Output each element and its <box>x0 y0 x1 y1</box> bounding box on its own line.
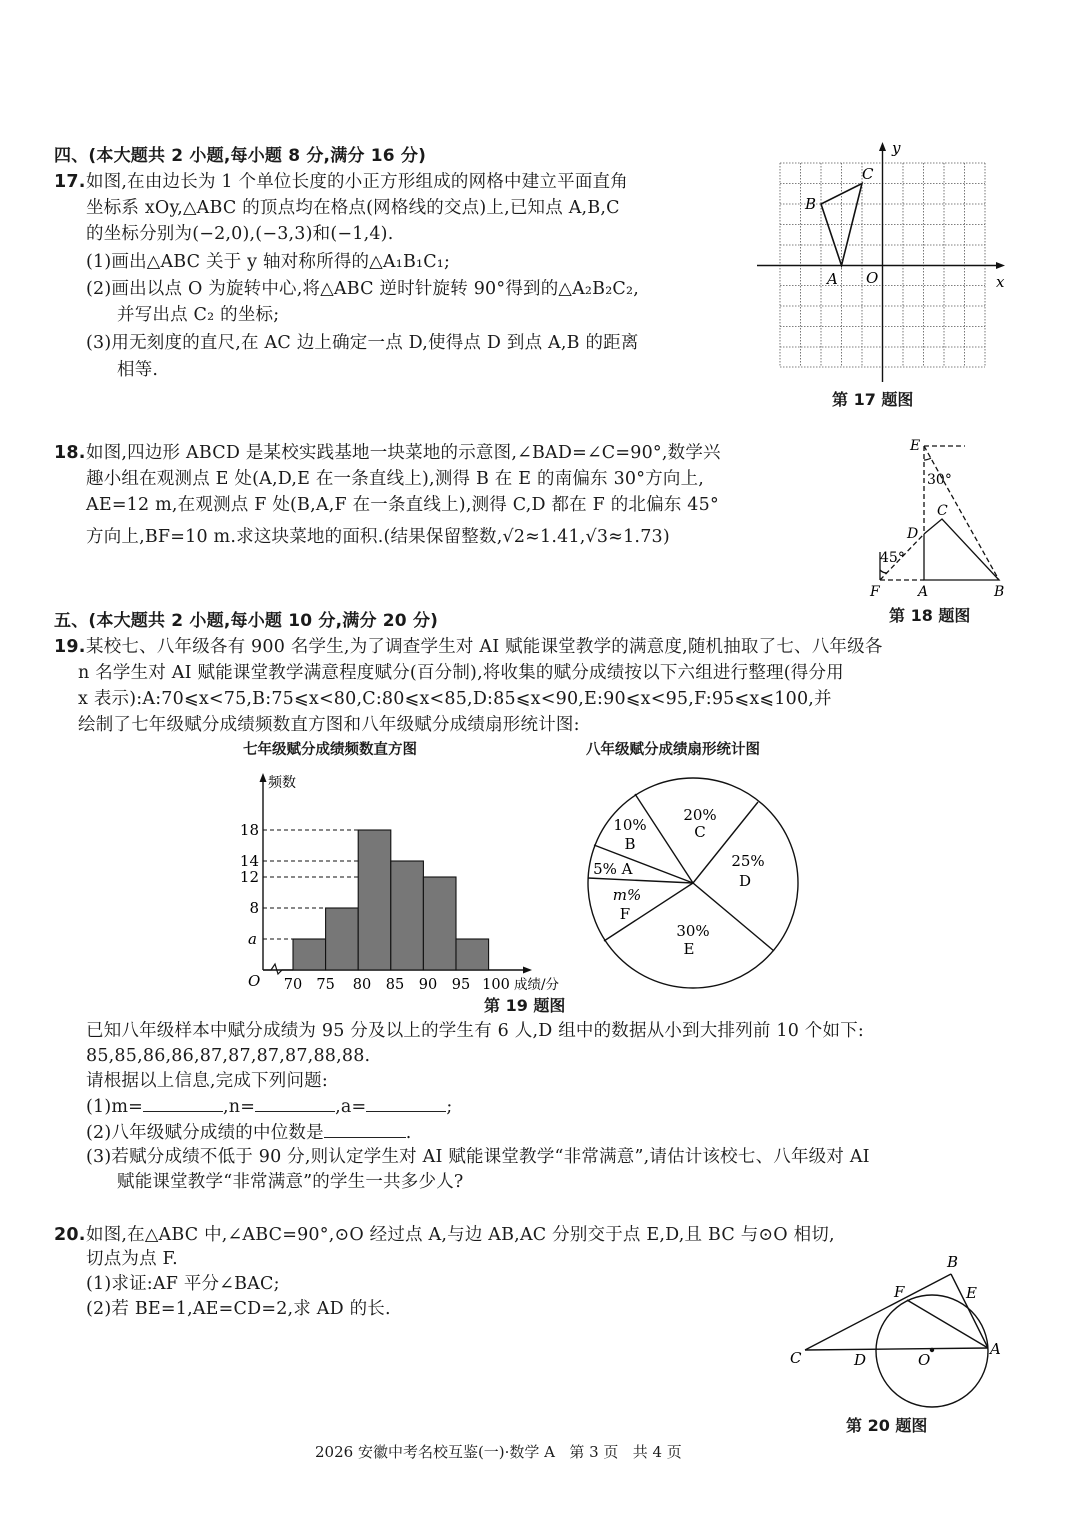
question-text-line: 坐标系 xOy,△ABC 的顶点均在格点(网格线的交点)上,已知点 A,B,C <box>86 198 620 218</box>
question-number: 19. <box>54 637 86 657</box>
pie-title: 八年级赋分成绩扇形统计图 <box>586 742 760 758</box>
question-part: (2)若 BE=1,AE=CD=2,求 AD 的长. <box>86 1299 391 1319</box>
figure-20-diagram <box>770 1245 1020 1415</box>
question-number: 17. <box>54 172 86 192</box>
figure-18-caption: 第 18 题图 <box>889 606 971 625</box>
part-2-text: (2)八年级赋分成绩的中位数是 <box>86 1123 324 1143</box>
point-f-label: F <box>870 584 880 600</box>
point-a-label: A <box>827 270 838 288</box>
punctuation: ; <box>446 1097 453 1117</box>
figure-19-caption: 第 19 题图 <box>484 996 566 1015</box>
point-a-label: A <box>918 584 929 600</box>
x-tick: 70 <box>283 977 303 993</box>
question-text-line: 如图,在由边长为 1 个单位长度的小正方形组成的网格中建立平面直角 <box>86 172 628 192</box>
x-tick: 95 <box>451 977 471 993</box>
data-list: 85,85,86,86,87,87,87,87,88,88. <box>86 1046 371 1066</box>
question-part-cont: 并写出点 C₂ 的坐标; <box>117 305 280 325</box>
y-tick-12: 12 <box>239 868 259 886</box>
point-b-label: B <box>947 1253 959 1271</box>
x-tick: 85 <box>385 977 405 993</box>
y-tick-18: 18 <box>239 821 259 839</box>
axis-x-label: x <box>996 273 1005 291</box>
answer-blank-m[interactable] <box>143 1093 223 1112</box>
y-axis-label: 频数 <box>268 775 296 791</box>
slice-a-percent: 5% <box>593 860 617 878</box>
x-tick: 80 <box>352 977 372 993</box>
pie-chart <box>575 760 815 1000</box>
x-tick: 90 <box>418 977 438 993</box>
question-part: (3)用无刻度的直尺,在 AC 边上确定一点 D,使得点 D 到点 A,B 的距离 <box>86 333 639 353</box>
label-a: ,a= <box>335 1097 367 1117</box>
x-tick: 100 <box>482 977 510 993</box>
histogram-title: 七年级赋分成绩频数直方图 <box>243 742 417 758</box>
question-part-cont: 相等. <box>117 360 159 380</box>
question-text-line: 的坐标分别为(−2,0),(−3,3)和(−1,4). <box>86 224 394 244</box>
question-text-line: 趣小组在观测点 E 处(A,D,E 在一条直线上),测得 B 在 E 的南偏东 30°方向上, <box>86 469 705 489</box>
answer-blank-median[interactable] <box>324 1119 406 1138</box>
slice-e-percent: 30% <box>676 922 710 940</box>
punctuation: . <box>405 1123 412 1143</box>
point-e-label: E <box>966 1284 977 1302</box>
y-tick-a: a <box>248 930 257 948</box>
question-text-line: 如图,四边形 ABCD 是某校实践基地一块菜地的示意图,∠BAD=∠C=90°,数学兴 <box>86 443 721 463</box>
answer-blank-n[interactable] <box>255 1093 335 1112</box>
question-part: (2)画出以点 O 为旋转中心,将△ABC 逆时针旋转 90°得到的△A₂B₂C₂, <box>86 279 639 299</box>
point-d-label: D <box>854 1351 867 1369</box>
point-c-label: C <box>862 165 874 183</box>
question-text-line: n 名学生对 AI 赋能课堂教学满意程度赋分(百分制),将收集的赋分成绩按以下六组进行整理(得分用 <box>78 663 844 683</box>
question-part-3-cont: 赋能课堂教学“非常满意”的学生一共多少人? <box>117 1172 464 1192</box>
section-5-header: 五、(本大题共 2 小题,每小题 10 分,满分 20 分) <box>54 611 439 631</box>
slice-d-label: D <box>738 872 752 890</box>
slice-f-label: F <box>619 905 631 923</box>
question-text-line: 切点为点 F. <box>86 1249 178 1269</box>
question-text-line: 绘制了七年级赋分成绩频数直方图和八年级赋分成绩扇形统计图: <box>78 715 580 735</box>
label-n: ,n= <box>223 1097 256 1117</box>
question-text-line: 已知八年级样本中赋分成绩为 95 分及以上的学生有 6 人,D 组中的数据从小到大排列前 10 个如下: <box>86 1021 864 1041</box>
slice-e-label: E <box>683 940 695 958</box>
question-text-line: 某校七、八年级各有 900 名学生,为了调查学生对 AI 赋能课堂教学的满意度,随机抽取了七、八年级各 <box>86 637 883 657</box>
x-tick: 75 <box>316 977 335 993</box>
axis-y-label: y <box>892 139 901 157</box>
angle-30-label: 30° <box>927 472 952 488</box>
figure-18-diagram <box>860 430 1030 600</box>
slice-f-percent: m% <box>612 886 642 904</box>
x-axis-label: 成绩/分 <box>514 977 560 993</box>
y-tick-14: 14 <box>239 852 259 870</box>
point-c-label: C <box>937 503 948 519</box>
slice-b-label: B <box>624 835 636 853</box>
slice-c-label: C <box>694 823 706 841</box>
point-c-label: C <box>790 1349 802 1367</box>
question-text-line: 方向上,BF=10 m.求这块菜地的面积.(结果保留整数,√2≈1.41,√3≈1.73) <box>86 527 670 547</box>
question-text-line: 请根据以上信息,完成下列问题: <box>86 1071 328 1091</box>
question-part: (1)画出△ABC 关于 y 轴对称所得的△A₁B₁C₁; <box>86 252 451 272</box>
origin-label: O <box>248 972 261 990</box>
slice-d-percent: 25% <box>731 852 765 870</box>
question-part-1 <box>86 1093 453 1120</box>
question-text-line: x 表示):A:70⩽x<75,B:75⩽x<80,C:80⩽x<85,D:85⩽x<90,E:90⩽x<95,F:95⩽x⩽100,并 <box>78 689 832 709</box>
point-e-label: E <box>910 438 921 454</box>
section-4-header: 四、(本大题共 2 小题,每小题 8 分,满分 16 分) <box>54 146 427 166</box>
question-part: (1)求证:AF 平分∠BAC; <box>86 1274 280 1294</box>
slice-a-label: A <box>621 860 633 878</box>
question-text-line: 如图,在△ABC 中,∠ABC=90°,⊙O 经过点 A,与边 AB,AC 分别交于点 E,D,且 BC 与⊙O 相切, <box>86 1225 835 1245</box>
question-number: 18. <box>54 443 86 463</box>
point-b-label: B <box>994 584 1005 600</box>
angle-45-label: 45° <box>880 550 905 566</box>
point-o-label: O <box>918 1351 931 1369</box>
question-part-2 <box>86 1119 412 1146</box>
label-m: (1)m= <box>86 1097 144 1117</box>
question-number: 20. <box>54 1225 86 1245</box>
question-part-3: (3)若赋分成绩不低于 90 分,则认定学生对 AI 赋能课堂教学“非常满意”,请估计该校七、八年级对 AI <box>86 1147 870 1167</box>
point-f-label: F <box>894 1283 905 1301</box>
origin-label: O <box>866 269 879 287</box>
point-b-label: B <box>805 195 817 213</box>
figure-17-caption: 第 17 题图 <box>832 390 914 409</box>
histogram-chart <box>230 760 600 1000</box>
answer-blank-a[interactable] <box>366 1093 446 1112</box>
point-d-label: D <box>907 526 919 542</box>
question-text-line: AE=12 m,在观测点 F 处(B,A,F 在一条直线上),测得 C,D 都在 F 的北偏东 45° <box>86 495 719 515</box>
figure-20-caption: 第 20 题图 <box>846 1416 928 1435</box>
page-footer: 2026 安徽中考名校互鉴(一)·数学 A 第 3 页 共 4 页 <box>315 1443 682 1461</box>
figure-17-grid <box>755 135 1025 385</box>
y-tick-8: 8 <box>249 899 259 917</box>
slice-c-percent: 20% <box>683 806 717 824</box>
point-a-label: A <box>990 1340 1001 1358</box>
slice-b-percent: 10% <box>613 816 647 834</box>
